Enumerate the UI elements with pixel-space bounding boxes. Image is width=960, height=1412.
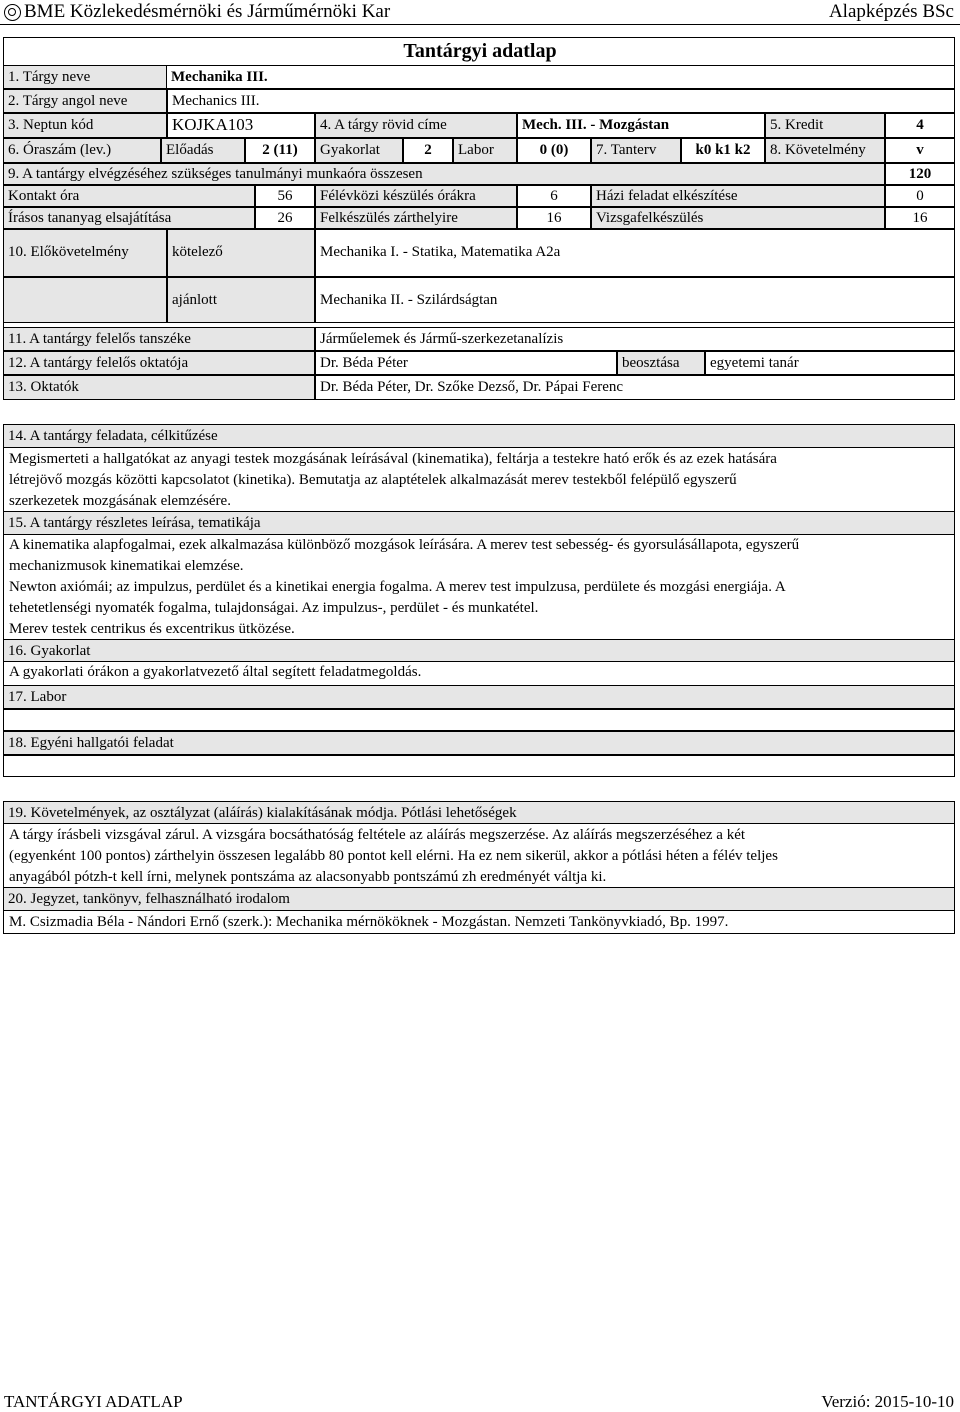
syllabus-heading: 15. A tantárgy részletes leírása, tematikája [3,511,955,535]
subject-name-value: Mechanika III. [167,65,955,89]
position-value: egyetemi tanár [705,351,955,375]
program-level: Alapképzés BSc [828,1,954,22]
lecturers-value: Dr. Béda Péter, Dr. Szőke Dezső, Dr. Pápai Ferenc [315,375,955,400]
subject-name-label: 1. Tárgy neve [3,65,167,89]
objective-line: létrejövő mozgás közötti kapcsolatot (kinetika). Bemutatja az alaptételek alkalmazását merev testekből felépülő egyszerű [9,472,737,488]
preparation-label: Félévközi készülés órákra [315,185,517,207]
hours-label: 6. Óraszám (lev.) [3,138,161,163]
objective-text [9,449,949,512]
practice-text: A gyakorlati órákon a gyakorlatvezető által segített feladatmegoldás. [9,664,422,680]
form-title: Tantárgyi adatlap [403,40,557,62]
institution-heading [4,1,390,23]
practice-value: 2 [403,138,453,163]
short-title-label: 4. A tárgy rövid címe [315,113,517,138]
midterm-prep-value: 16 [517,207,591,229]
contact-hours-label: Kontakt óra [3,185,255,207]
institution-name: BME Közlekedésmérnöki és Járműmérnöki Kar [24,1,391,22]
department-label: 11. A tantárgy felelős tanszéke [3,327,315,351]
curriculum-value: k0 k1 k2 [681,138,765,163]
requirements-line: anyagából pótzh-t kell írni, melynek pontszáma az alacsonyabb pontszámú zh eredményét váltja ki. [9,869,607,885]
lecturers-label: 13. Oktatók [3,375,315,400]
syllabus-text [9,535,949,640]
lab-value: 0 (0) [517,138,591,163]
lecture-value: 2 (11) [245,138,315,163]
lab-content-empty [3,709,955,731]
footer-version: Verzió: 2015-10-10 [821,1392,954,1411]
objective-line: szerkezetek mozgásának elemzésére. [9,493,231,509]
midterm-prep-label: Felkészülés zárthelyire [315,207,517,229]
curriculum-label: 7. Tanterv [591,138,681,163]
syllabus-line: tehetetlenségi nyomaték fogalma, tulajdonságai. Az impulzus-, perdület - és munkatétel. [9,600,539,616]
requirement-value: v [885,138,955,163]
responsible-lecturer-label: 12. A tantárgy felelős oktatója [3,351,315,375]
written-material-value: 26 [255,207,315,229]
homework-value: 0 [885,185,955,207]
literature-text: M. Csizmadia Béla - Nándori Ernő (szerk.): Mechanika mérnököknek - Mozgástan. Nemzeti Tankönyvkiadó, Bp. 1997. [9,914,729,930]
lab-heading: 17. Labor [3,685,955,709]
literature-heading: 20. Jegyzet, tankönyv, felhasználható irodalom [3,887,955,911]
subject-english-name-value: Mechanics III. [167,89,955,113]
written-material-label: Írásos tananyag elsajátítása [3,207,255,229]
total-workload-label: 9. A tantárgy elvégzéséhez szükséges tanulmányi munkaóra összesen [3,163,885,185]
header-divider [0,24,960,25]
practice-label: Gyakorlat [315,138,403,163]
syllabus-line: A kinematika alapfogalmai, ezek alkalmazása különböző mozgások leírására. A merev test sebesség- és gyorsulásállapota, egyszerű [9,537,800,553]
requirements-text [9,825,949,888]
exam-prep-label: Vizsgafelkészülés [591,207,885,229]
mandatory-label: kötelező [167,229,315,277]
practice-heading: 16. Gyakorlat [3,639,955,662]
mandatory-prerequisite-value: Mechanika I. - Statika, Matematika A2a [315,229,955,277]
homework-label: Házi feladat elkészítése [591,185,885,207]
syllabus-line: Merev testek centrikus és excentrikus ütközése. [9,621,295,637]
requirements-line: (egyenként 100 pontos) zárthelyin összesen legalább 80 pontot kell elérni. Ha ez nem sikerül, akkor a pótlási héten a félév teljes [9,848,778,864]
responsible-lecturer-value: Dr. Béda Péter [315,351,617,375]
requirement-label: 8. Követelmény [765,138,885,163]
total-workload-value: 120 [885,163,955,185]
prerequisite-label-blank [3,277,167,323]
requirements-line: A tárgy írásbeli vizsgával zárul. A vizsgára bocsáthatóság feltétele az aláírás megszerzése. Az aláírás megszerzéséhez a két [9,827,746,843]
neptun-code-value: KOJKA103 [167,113,315,138]
individual-task-heading: 18. Egyéni hallgatói feladat [3,731,955,755]
prerequisite-label: 10. Előkövetelmény [3,229,167,277]
lab-label: Labor [453,138,517,163]
short-title-value: Mech. III. - Mozgástan [517,113,765,138]
lecture-label: Előadás [161,138,245,163]
subject-english-name-label: 2. Tárgy angol neve [3,89,167,113]
contact-hours-value: 56 [255,185,315,207]
objective-heading: 14. A tantárgy feladata, célkitűzése [3,424,955,448]
requirements-heading: 19. Követelmények, az osztályzat (aláírás) kialakításának módja. Pótlási lehetőségek [3,801,955,824]
footer-title: TANTÁRGYI ADATLAP [4,1392,183,1411]
credit-label: 5. Kredit [765,113,885,138]
objective-line: Megismerteti a hallgatókat az anyagi testek mozgásának leírásával (kinematika), feltárja a testekre ható erők és az ezek hatására [9,451,777,467]
syllabus-line: Newton axiómái; az impulzus, perdület és a kinetikai energia fogalma. A merev test impulzusa, perdülete és mozgási energiája. A [9,579,786,595]
position-label: beosztása [617,351,705,375]
exam-prep-value: 16 [885,207,955,229]
individual-task-empty [3,755,955,777]
recommended-label: ajánlott [167,277,315,323]
preparation-value: 6 [517,185,591,207]
credit-value: 4 [885,113,955,138]
recommended-prerequisite-value: Mechanika II. - Szilárdságtan [315,277,955,323]
syllabus-line: mechanizmusok kinematikai elemzése. [9,558,244,574]
university-logo-icon [4,4,21,21]
page-header [0,0,960,26]
neptun-code-label: 3. Neptun kód [3,113,167,138]
department-value: Járműelemek és Jármű-szerkezetanalízis [315,327,955,351]
